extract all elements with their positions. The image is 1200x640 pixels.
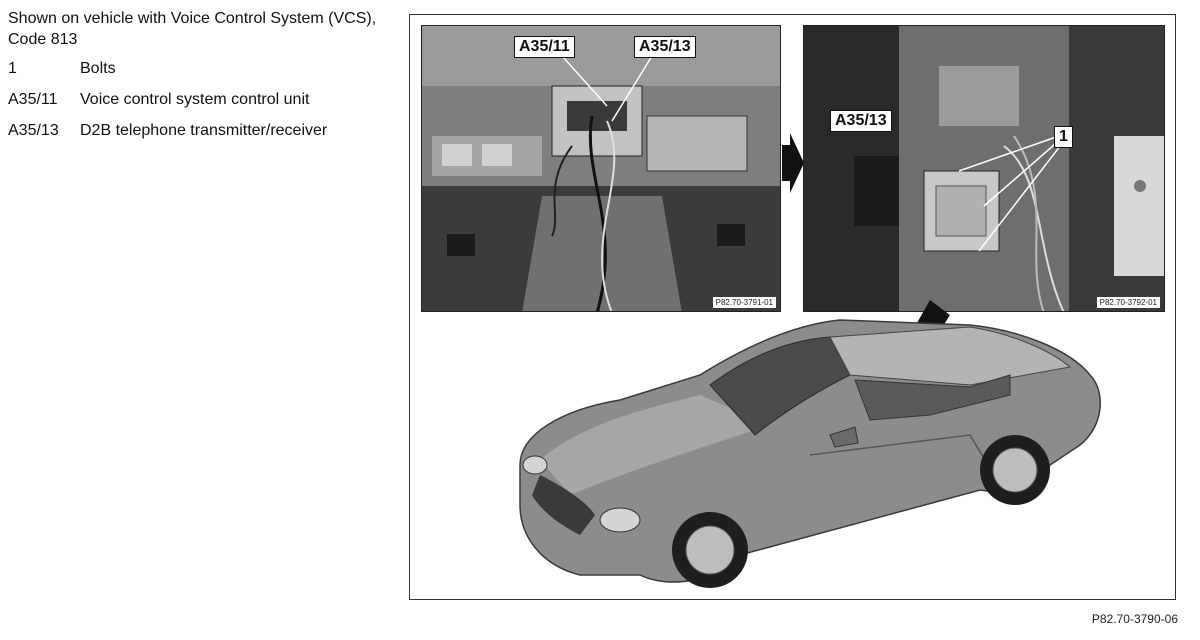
car-front-rim — [686, 526, 734, 574]
photo-id: P82.70-3792-01 — [1097, 297, 1160, 308]
legend-intro: Shown on vehicle with Voice Control System (VCS), Code 813 — [8, 10, 377, 48]
legend-text: Voice control system control unit — [80, 91, 310, 108]
legend-text: D2B telephone transmitter/receiver — [80, 122, 328, 139]
figure-id: P82.70-3790-06 — [1091, 612, 1178, 626]
car-headlight — [523, 456, 547, 474]
figure-frame — [409, 14, 1176, 600]
callout-a35-11: A35/11 — [514, 36, 575, 58]
car-illustration — [410, 15, 1177, 601]
callout-a35-13: A35/13 — [830, 110, 892, 132]
legend-item-a35-13 — [8, 120, 398, 141]
car-rear-rim — [993, 448, 1037, 492]
legend — [8, 8, 398, 151]
legend-item-a35-11 — [8, 89, 398, 110]
legend-item-bolts — [8, 58, 398, 79]
callout-bolts: 1 — [1054, 126, 1073, 148]
legend-text: Bolts — [80, 60, 116, 77]
photo-id: P82.70-3791-01 — [713, 297, 776, 308]
car-headlight — [600, 508, 640, 532]
legend-code: 1 — [8, 60, 17, 77]
legend-code: A35/13 — [8, 122, 59, 139]
legend-code: A35/11 — [8, 91, 58, 108]
callout-a35-13: A35/13 — [634, 36, 696, 58]
